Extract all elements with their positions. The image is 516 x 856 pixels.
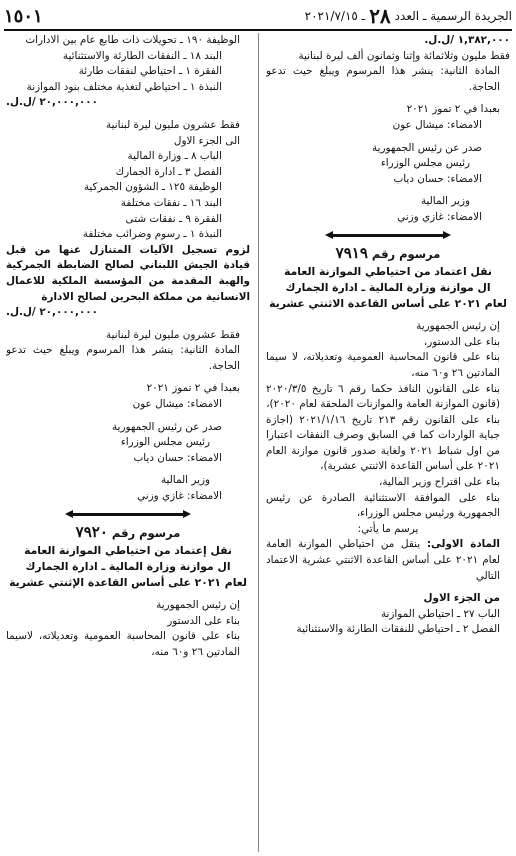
date-line: بعبدا في ٢ تموز ٢٠٢١ (406, 103, 500, 116)
header-title: الجريدة الرسمية ـ العدد (394, 9, 512, 23)
pm-title: رئيس مجلس الوزراء (380, 157, 470, 170)
decree-subject-line: نقل اعتماد من احتياطي الموازنة العامة (284, 265, 492, 279)
budget-line: الباب ٨ ـ وزارة المالية (127, 150, 222, 163)
decree-subject-line: نقل إعتماد من احتياطي الموازنة العامة (24, 544, 232, 558)
header-issue (305, 4, 512, 28)
right-column (266, 33, 510, 856)
chapter-line: الباب ٢٧ ـ احتياطي الموازنة (380, 607, 500, 620)
article-one-text: ينقل من احتياطي الموازنة العامة لعام ٢٠٢١ على أساس القاعدة الاثنتي عشرية الاعتماد التالي (266, 538, 500, 582)
page-header (4, 3, 512, 31)
paragraph: بناء على القانون النافذ حكما رقم ٦ تاريخ ٢٠٢٠/٣/٥ (قانون الموازنة العامة والموازنات الملحقة لعام ٢٠٢٠)، (266, 382, 500, 411)
decree-subject-line: ال موازنة وزارة المالية ـ ادارة الجمارك (25, 560, 231, 574)
page-number: ١٥٠١ (4, 5, 43, 27)
decree-subject-line: لعام ٢٠٢١ على أساس القاعدة الاثنتي عشرية (269, 297, 507, 311)
budget-line: النبذة ١ ـ احتياطي لتغذية مختلف بنود الموازنة (26, 80, 222, 93)
section-separator (266, 230, 510, 242)
pm-title: رئيس مجلس الوزراء (120, 436, 210, 449)
budget-line: الوظيفة ١٢٥ ـ الشؤون الجمركية (83, 181, 222, 194)
amount-line: ٢٠,٠٠٠,٠٠٠ /ل.ل. (6, 96, 98, 109)
purpose-paragraph: لزوم تسجيل الآليات المتنازل عنها من قبل قيادة الجيش اللبناني لصالح الضابطة الجمركية والهبة المقدمة من المؤسسة الملكية للاعمال الانسانية من مملكة البحرين لصالح الادارة (6, 243, 250, 303)
amount-words: فقط عشرون مليون ليرة لبنانية (106, 328, 240, 341)
date-line: بعبدا في ٢ تموز ٢٠٢١ (146, 382, 240, 395)
article-one (266, 537, 510, 584)
signature-pm: الامضاء: حسان دياب (393, 172, 482, 185)
paragraph: بناء على قانون المحاسبة العمومية وتعديلاته، لا سيما المادتين ٢٦ و٦٠ منه، (266, 351, 500, 379)
section-separator (6, 509, 250, 521)
budget-line: الوظيفة ١٩٠ ـ تحويلات ذات طابع عام بين الادارات (25, 34, 240, 46)
budget-line: البند ١٨ ـ النفقات الطارئة والاستثنائية (62, 49, 222, 62)
decree-heading (6, 522, 250, 542)
paragraph: بناء على اقتراح وزير المالية، (378, 476, 500, 489)
decree-label: مرسوم رقم (371, 246, 441, 261)
amount-line: ١,٣٨٢,٠٠٠ /ل.ل. (424, 34, 510, 46)
paragraph: إن رئيس الجمهورية (416, 320, 500, 333)
paragraph: بناء على قانون المحاسبة العمومية وتعديلاته، لاسيما المادتين ٢٦ و٦٠ منه، (6, 630, 240, 658)
article-two: المادة الثانية: ينشر هذا المرسوم ويبلغ حيث تدعو الحاجة. (266, 65, 500, 93)
signature-pm: الامضاء: حسان دياب (133, 451, 222, 464)
budget-line: الفقرة ٩ ـ نفقات شتى (125, 212, 222, 225)
article-one-label: المادة الاولى: (426, 538, 500, 551)
decree-heading (266, 243, 510, 263)
paragraph: بناء على القانون رقم ٢١٣ تاريخ ٢٠٢١/١/١٦ (اجازة جباية الواردات كما في السابق وصرف النفقات اعتبارا من اول شباط ٢٠٢١ ولغاية صدور قانون موازنة العام ٢٠٢١ على أساس القاعدة الاثنتي عشرية)، (266, 413, 501, 473)
decree-number: ٧٩١٩ (335, 243, 368, 262)
decree-subject-line: لعام ٢٠٢١ على أساس القاعدة الإثنتي عشرية (9, 576, 247, 590)
budget-line: النبذة ١ ـ رسوم وضرائب مختلفة (82, 228, 222, 241)
paragraph: إن رئيس الجمهورية (156, 599, 240, 612)
column-divider (258, 33, 259, 852)
signature-finance: الامضاء: غازي وزني (397, 210, 482, 223)
decree-label: مرسوم رقم (111, 525, 181, 540)
decree-number: ٧٩٢٠ (75, 522, 108, 541)
article-two: المادة الثانية: ينشر هذا المرسوم ويبلغ حيث تدعو الحاجة. (6, 344, 240, 372)
budget-line: البند ١٦ ـ نفقات مختلفة (120, 196, 222, 209)
issue-date: ـ ٢٠٢١/٧/١٥ (304, 9, 366, 23)
paragraph: بناء على الموافقة الاستثنائية الصادرة عن رئيس الجمهورية ورئيس مجلس الوزراء، (266, 491, 500, 520)
signature-president: الامضاء: ميشال عون (392, 118, 482, 131)
decree-clause: يرسم ما يأتي: (357, 522, 419, 535)
signature-finance: الامضاء: غازي وزني (137, 490, 222, 503)
amount-line: ٢٠,٠٠٠,٠٠٠ /ل.ل. (6, 306, 98, 319)
amount-words: فقط مليون وثلاثمائة وإثنا وثمانون ألف ليرة لبنانية (298, 49, 510, 62)
budget-line: الفصل ٣ ـ ادارة الجمارك (115, 165, 222, 178)
budget-line: الى الجزء الاول (173, 134, 240, 147)
amount-words: فقط عشرون مليون ليرة لبنانية (106, 118, 240, 131)
issue-number: ٢٨ (369, 4, 391, 28)
finance-minister-title: وزير المالية (160, 474, 210, 487)
part-heading: من الجزء الاول (423, 592, 500, 605)
signature-president: الامضاء: ميشال عون (132, 398, 222, 411)
decree-subject-line: ال موازنة وزارة المالية ـ ادارة الجمارك (285, 281, 491, 295)
section-line: الفصل ٢ ـ احتياطي للنفقات الطارئة والاستثنائية (296, 623, 500, 636)
paragraph: بناء على الدستور (167, 614, 240, 627)
issued-by: صدر عن رئيس الجمهورية (111, 420, 222, 433)
left-column (6, 33, 250, 856)
budget-line: الفقرة ١ ـ احتياطي لنفقات طارئة (78, 65, 222, 78)
paragraph: بناء على الدستور، (423, 335, 500, 348)
issued-by: صدر عن رئيس الجمهورية (371, 141, 482, 154)
finance-minister-title: وزير المالية (420, 195, 470, 208)
